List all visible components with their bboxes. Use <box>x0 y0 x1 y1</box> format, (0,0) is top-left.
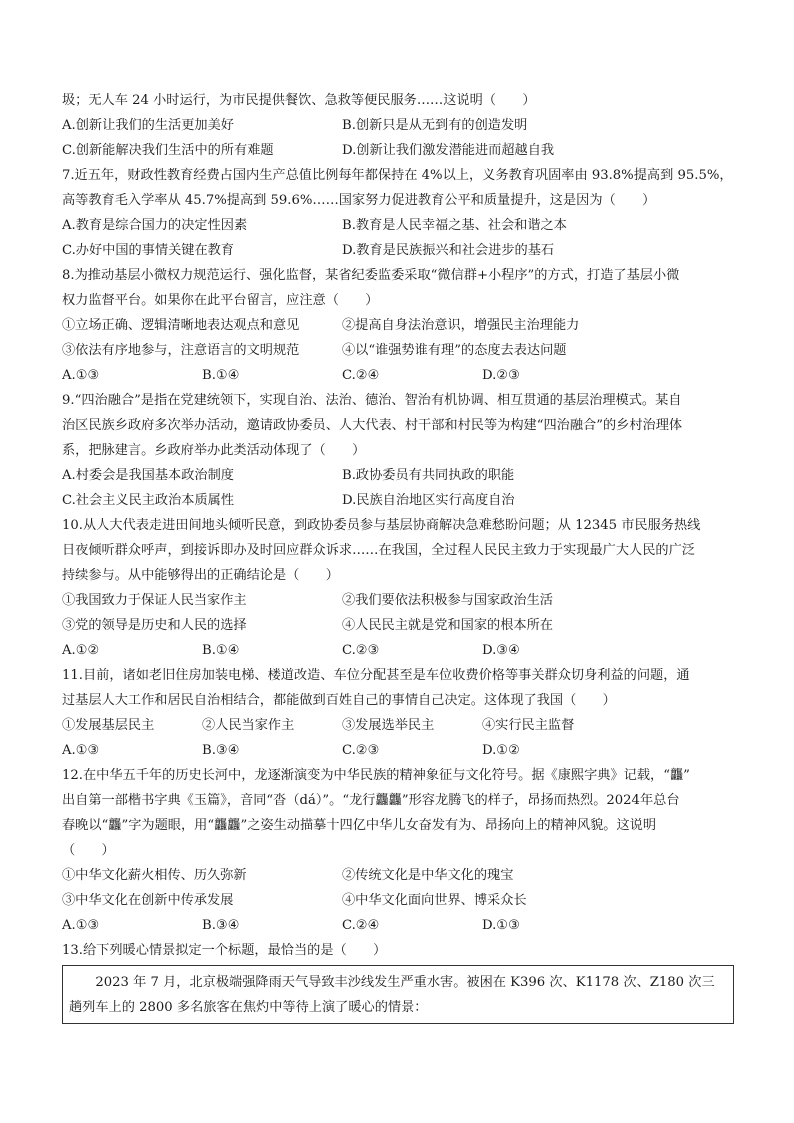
q12-stem-line-1: 12.在中华五千年的历史长河中，龙逐渐演变为中华民族的精神象征与文化符号。据《康熙字典》记载，“龘” <box>62 768 690 783</box>
q8-statements-row-2 <box>62 338 734 363</box>
q6-option-b: B.创新只是从无到有的创造发明 <box>342 118 528 133</box>
q12-option-c: C.②④ <box>342 918 380 933</box>
q7-option-c: C.办好中国的事情关键在教育 <box>62 243 235 258</box>
q10-statement-4: ④人民民主就是党和国家的根本所在 <box>342 618 553 633</box>
q13-stem: 13.给下列暖心情景拟定一个标题，最恰当的是（ ） <box>62 943 387 958</box>
q9-stem-line-1: 9.“四治融合”是指在党建统领下，实现自治、法治、德治、智治有机协调、相互贯通的基层治理模式。某自 <box>62 393 682 408</box>
q8-option-c: C.②④ <box>342 368 380 383</box>
q13-scenario-box <box>62 965 734 1024</box>
q9-options-row-1 <box>62 463 734 488</box>
q11-statement-1: ①发展基层民主 <box>62 718 155 733</box>
q8-option-d: D.②③ <box>482 368 520 383</box>
q9-option-c: C.社会主义民主政治本质属性 <box>62 493 235 508</box>
q11-statement-4: ④实行民主监督 <box>482 718 575 733</box>
q8-statement-2: ②提高自身法治意识，增强民主治理能力 <box>342 318 580 333</box>
q12-stem-line-4: （ ） <box>62 843 115 858</box>
q11-option-b: B.③④ <box>202 743 240 758</box>
q12-statements-row-2 <box>62 888 734 913</box>
q12-statement-4: ④中华文化面向世界、博采众长 <box>342 893 527 908</box>
q12-option-d: D.①③ <box>482 918 520 933</box>
q10-options-row <box>62 638 734 663</box>
q8-statement-4: ④以“谁强势谁有理”的态度去表达问题 <box>342 343 567 358</box>
q9-stem-line-3: 系，把脉建言。乡政府举办此类活动体现了（ ） <box>62 443 366 458</box>
q9-option-a: A.村委会是我国基本政治制度 <box>62 468 234 483</box>
exam-page <box>62 88 734 1024</box>
q10-stem-line-1: 10.从人大代表走进田间地头倾听民意，到政协委员参与基层协商解决急难愁盼问题；从 12345 市民服务热线 <box>62 518 701 533</box>
q10-stem-line-2: 日夜倾听群众呼声，到接诉即办及时回应群众诉求……在我国，全过程人民民主致力于实现最广大人民的广泛 <box>62 543 695 558</box>
q6-option-a: A.创新让我们的生活更加美好 <box>62 118 234 133</box>
q11-option-c: C.②③ <box>342 743 380 758</box>
q8-stem-line-1: 8.为推动基层小微权力规范运行、强化监督，某省纪委监委采取“微信群+小程序”的方式，打造了基层小微 <box>62 268 680 283</box>
q10-option-a: A.①② <box>62 643 100 658</box>
q9-option-d: D.民族自治地区实行高度自治 <box>342 493 515 508</box>
q7-option-d: D.教育是民族振兴和社会进步的基石 <box>342 243 555 258</box>
q6-option-c: C.创新能解决我们生活中的所有难题 <box>62 143 274 158</box>
q12-option-a: A.①③ <box>62 918 100 933</box>
q8-option-a: A.①③ <box>62 368 100 383</box>
q8-statement-1: ①立场正确、逻辑清晰地表达观点和意见 <box>62 318 300 333</box>
q12-statement-1: ①中华文化薪火相传、历久弥新 <box>62 868 247 883</box>
q12-statement-2: ②传统文化是中华文化的瑰宝 <box>342 868 514 883</box>
q11-option-a: A.①③ <box>62 743 100 758</box>
q10-option-b: B.①④ <box>202 643 240 658</box>
q11-options-row <box>62 738 734 763</box>
q8-statements-row-1 <box>62 313 734 338</box>
q6-options-row-1 <box>62 113 734 138</box>
q11-statements-row <box>62 713 734 738</box>
q10-option-d: D.③④ <box>482 643 520 658</box>
q10-statement-1: ①我国致力于保证人民当家作主 <box>62 593 247 608</box>
q9-option-b: B.政协委员有共同执政的职能 <box>342 468 515 483</box>
q9-stem-line-2: 治区民族乡政府多次举办活动，邀请政协委员、人大代表、村干部和村民等为构建“四治融合”的乡村治理体 <box>62 418 683 433</box>
q10-option-c: C.②③ <box>342 643 380 658</box>
q7-options-row-2 <box>62 238 734 263</box>
q12-options-row <box>62 913 734 938</box>
q13-box-line-1: 2023 年 7 月，北京极端强降雨天气导致丰沙线发生严重水害。被困在 K396 次、K1178 次、Z180 次三 <box>95 975 715 990</box>
q6-option-d: D.创新让我们激发潜能进而超越自我 <box>342 143 555 158</box>
q7-option-b: B.教育是人民幸福之基、社会和谐之本 <box>342 218 567 233</box>
q11-statement-2: ②人民当家作主 <box>202 718 295 733</box>
q6-stem-tail: 圾；无人车 24 小时运行，为市民提供餐饮、急救等便民服务……这说明（ ） <box>62 93 536 108</box>
q11-option-d: D.①② <box>482 743 520 758</box>
q12-statement-3: ③中华文化在创新中传承发展 <box>62 893 234 908</box>
q12-stem-line-3: 春晚以“龘”字为题眼，用“龘龘”之姿生动描摹十四亿中华儿女奋发有为、昂扬向上的精神风貌。这说明 <box>62 818 657 833</box>
q8-statement-3: ③依法有序地参与，注意语言的文明规范 <box>62 343 300 358</box>
q11-stem-line-2: 过基层人大工作和居民自治相结合，都能做到百姓自己的事情自己决定。这体现了我国（ ） <box>62 693 616 708</box>
q11-stem-line-1: 11.目前，诸如老旧住房加装电梯、楼道改造、车位分配甚至是车位收费价格等事关群众切身利益的问题，通 <box>62 668 690 683</box>
q12-stem-line-2: 出自第一部楷书字典《玉篇》，音同“沓（dá）”。“龙行龘龘”形容龙腾飞的样子，昂扬而热烈。2024年总台 <box>62 793 680 808</box>
q7-option-a: A.教育是综合国力的决定性因素 <box>62 218 248 233</box>
q7-stem-line-1: 7.近五年，财政性教育经费占国内生产总值比例每年都保持在 4%以上，义务教育巩固率由 93.8%提高到 95.5%， <box>62 168 733 183</box>
q8-option-b: B.①④ <box>202 368 240 383</box>
q7-options-row-1 <box>62 213 734 238</box>
q13-box-line-2: 趟列车上的 2800 多名旅客在焦灼中等待上演了暖心的情景： <box>69 1000 428 1015</box>
q8-options-row <box>62 363 734 388</box>
q7-stem-line-2: 高等教育毛入学率从 45.7%提高到 59.6%……国家努力促进教育公平和质量提升，这是因为（ ） <box>62 193 656 208</box>
q11-statement-3: ③发展选举民主 <box>342 718 435 733</box>
q8-stem-line-2: 权力监督平台。如果你在此平台留言，应注意（ ） <box>62 293 379 308</box>
q10-stem-line-3: 持续参与。从中能够得出的正确结论是（ ） <box>62 568 339 583</box>
q12-option-b: B.③④ <box>202 918 240 933</box>
q10-statements-row-1 <box>62 588 734 613</box>
q6-options-row-2 <box>62 138 734 163</box>
q12-statements-row-1 <box>62 863 734 888</box>
q10-statement-3: ③党的领导是历史和人民的选择 <box>62 618 247 633</box>
q10-statement-2: ②我们要依法积极参与国家政治生活 <box>342 593 553 608</box>
q10-statements-row-2 <box>62 613 734 638</box>
q9-options-row-2 <box>62 488 734 513</box>
